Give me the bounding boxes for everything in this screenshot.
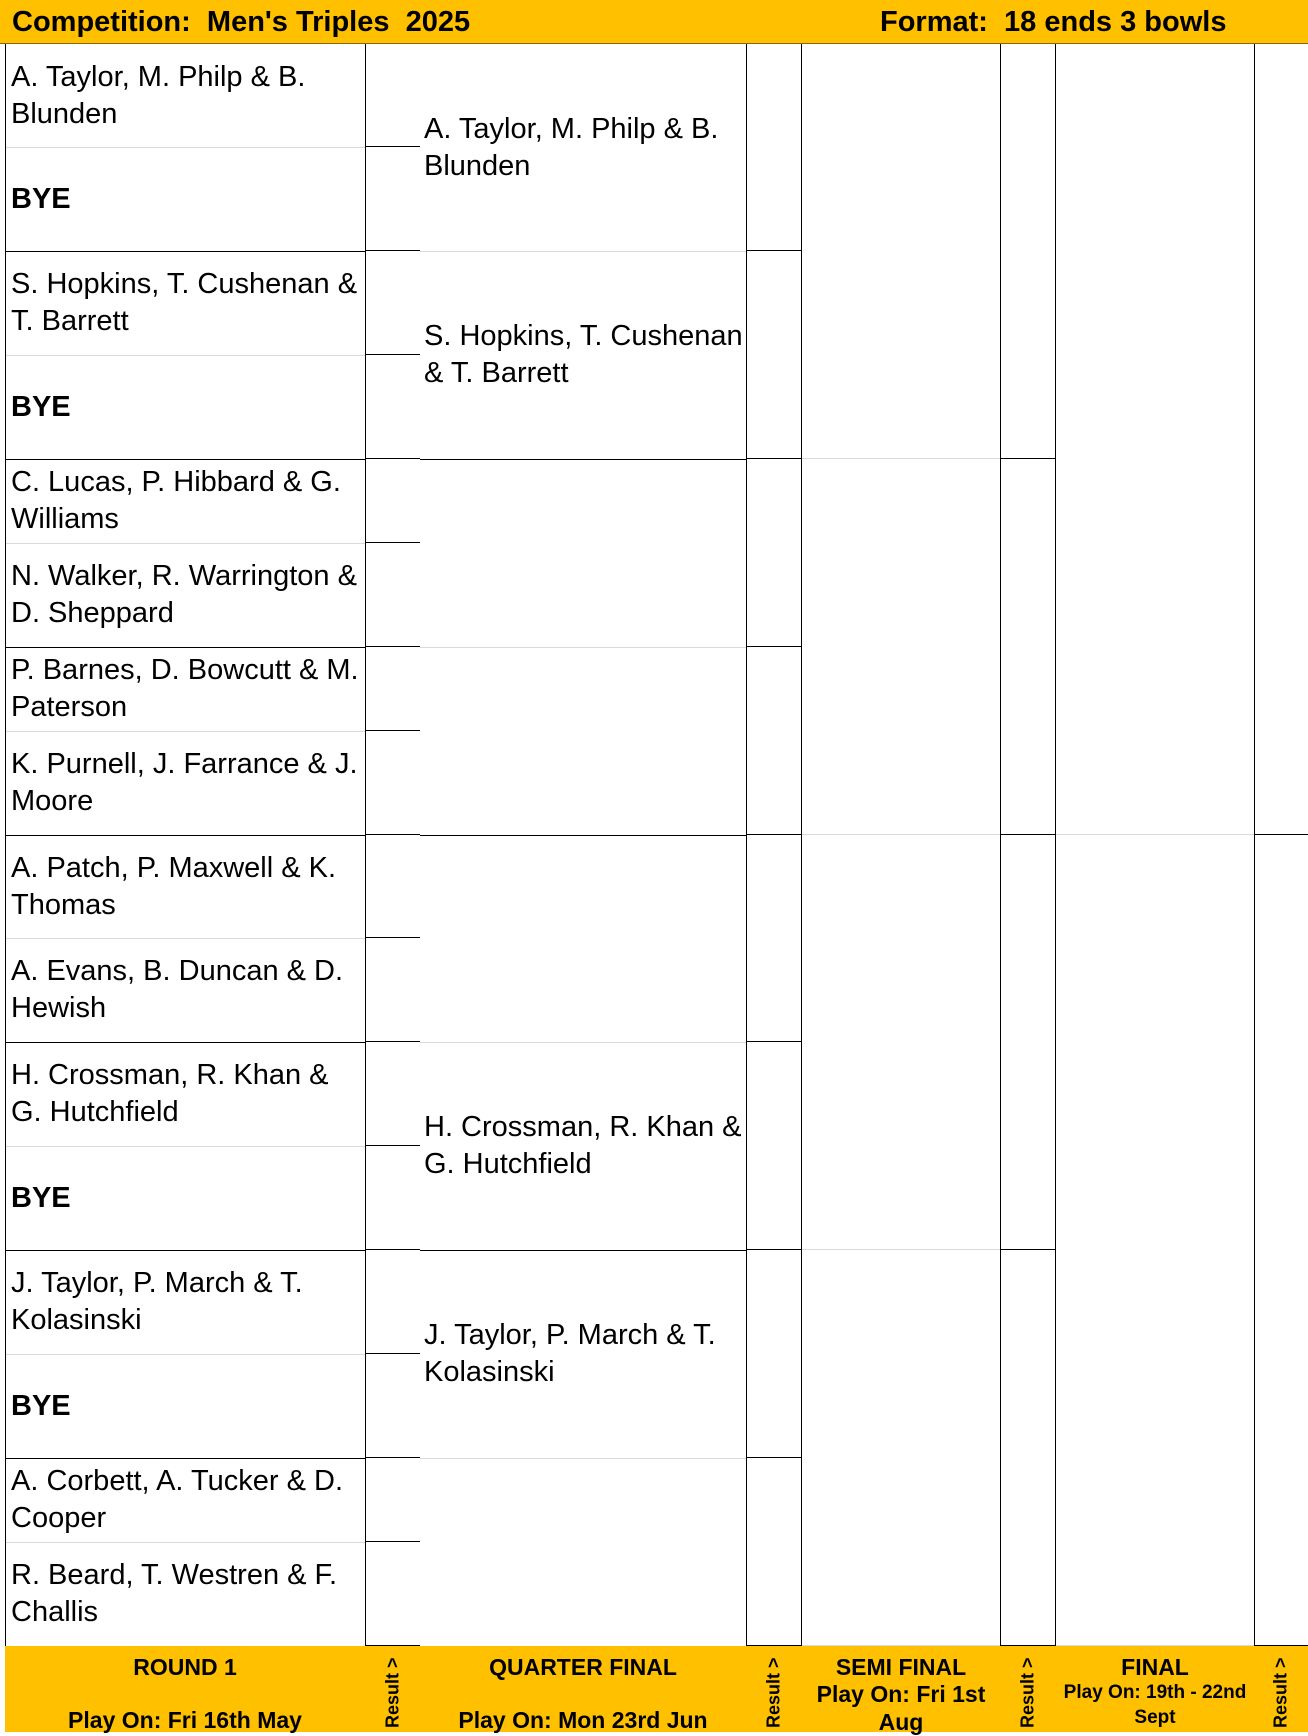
result-label: Result > — [763, 1657, 784, 1728]
result-box[interactable] — [746, 251, 802, 459]
format-label: Format: 18 ends 3 bowls — [880, 6, 1227, 38]
round1-title: ROUND 1 — [133, 1654, 237, 1680]
bye-cell: BYE — [11, 390, 71, 423]
row-divider — [5, 647, 365, 648]
team-cell: A. Evans, B. Duncan & D. Hewish — [11, 955, 344, 1024]
qf-team-cell: A. Taylor, M. Philp & B. Blunden — [424, 112, 719, 182]
qf-team-cell: S. Hopkins, T. Cushenan & T. Barrett — [424, 320, 743, 389]
qf-team-cell — [420, 459, 746, 647]
result-box[interactable] — [1000, 835, 1056, 1250]
row-divider — [5, 1250, 365, 1251]
final-result-header — [1254, 1646, 1308, 1732]
result-label: Result > — [1270, 1657, 1291, 1728]
sf-team-cell — [802, 835, 1000, 1250]
team-cell: A. Patch, P. Maxwell & K. Thomas — [11, 851, 337, 921]
team-cell: J. Taylor, P. March & T. Kolasinski — [11, 1267, 303, 1336]
competition-title: Competition: Men's Triples 2025 — [12, 6, 471, 38]
qf-footer — [420, 1646, 746, 1732]
row-divider — [5, 938, 365, 939]
qf-team-cell — [420, 647, 746, 835]
row-divider — [420, 835, 746, 836]
qf-team-cell: J. Taylor, P. March & T. Kolasinski — [424, 1319, 716, 1388]
qf-team-cell: H. Crossman, R. Khan & G. Hutchfield — [424, 1111, 742, 1180]
row-divider — [5, 543, 365, 544]
result-box[interactable] — [365, 731, 420, 835]
round1-footer — [5, 1646, 365, 1732]
result-box[interactable] — [365, 938, 420, 1042]
result-box[interactable] — [365, 44, 420, 147]
row-divider — [420, 1250, 746, 1251]
row-divider — [5, 147, 365, 148]
round1-play-date: Play On: Fri 16th May — [68, 1707, 302, 1733]
team-cell: P. Barnes, D. Bowcutt & M. Paterson — [11, 654, 359, 723]
qf-team-cell — [420, 1458, 746, 1646]
result-box[interactable] — [746, 647, 802, 835]
final-footer — [1056, 1646, 1254, 1732]
qf-result-header — [746, 1646, 802, 1732]
sf-team-cell — [802, 459, 1000, 835]
bye-cell: BYE — [11, 1181, 71, 1214]
result-box[interactable] — [746, 459, 802, 647]
result-box[interactable] — [365, 1250, 420, 1354]
result-box[interactable] — [1000, 459, 1056, 835]
bye-cell: BYE — [11, 1389, 71, 1422]
result-box[interactable] — [1000, 1250, 1056, 1646]
row-divider — [5, 251, 365, 252]
team-cell: A. Taylor, M. Philp & B. Blunden — [11, 60, 306, 130]
final-team-cell — [1056, 835, 1254, 1646]
sf-play-date: Play On: Fri 1st Aug — [816, 1681, 986, 1735]
team-cell: K. Purnell, J. Farrance & J. Moore — [11, 748, 358, 817]
grid-border — [5, 44, 6, 1646]
qf-play-date: Play On: Mon 23rd Jun — [458, 1707, 708, 1733]
row-divider — [420, 251, 746, 252]
result-box[interactable] — [365, 1458, 420, 1542]
row-divider — [5, 835, 365, 836]
final-title: FINAL — [1121, 1654, 1189, 1680]
sf-footer — [802, 1646, 1000, 1735]
team-cell: S. Hopkins, T. Cushenan & T. Barrett — [11, 268, 358, 337]
qf-title: QUARTER FINAL — [489, 1654, 677, 1680]
team-cell: C. Lucas, P. Hibbard & G. Williams — [11, 466, 341, 535]
result-box[interactable] — [365, 1354, 420, 1458]
result-box[interactable] — [746, 1250, 802, 1458]
result-box[interactable] — [1000, 44, 1056, 459]
row-divider — [5, 731, 365, 732]
round1-result-header — [365, 1646, 420, 1732]
result-box[interactable] — [365, 355, 420, 459]
sf-result-header — [1000, 1646, 1056, 1732]
result-box[interactable] — [365, 1042, 420, 1146]
final-team-cell — [1056, 44, 1254, 835]
result-box[interactable] — [746, 1042, 802, 1250]
result-box[interactable] — [365, 147, 420, 251]
row-divider — [420, 1042, 746, 1043]
result-label: Result > — [1017, 1657, 1038, 1728]
team-cell: H. Crossman, R. Khan & G. Hutchfield — [11, 1059, 329, 1128]
sf-team-cell — [802, 44, 1000, 459]
final-play-date: Play On: 19th - 22nd Sept — [1063, 1682, 1247, 1728]
team-cell: R. Beard, T. Westren & F. Challis — [11, 1559, 338, 1628]
row-divider — [420, 1458, 746, 1459]
result-box[interactable] — [365, 459, 420, 543]
row-divider — [5, 1458, 365, 1459]
result-box[interactable] — [1254, 835, 1308, 1646]
result-box[interactable] — [1254, 44, 1308, 835]
result-box[interactable] — [365, 1146, 420, 1250]
result-box[interactable] — [746, 835, 802, 1042]
bye-cell: BYE — [11, 182, 71, 215]
result-box[interactable] — [365, 835, 420, 938]
team-cell: A. Corbett, A. Tucker & D. Cooper — [11, 1465, 344, 1534]
result-box[interactable] — [365, 543, 420, 647]
result-box[interactable] — [746, 1458, 802, 1646]
qf-team-cell — [420, 835, 746, 1042]
header-bar — [0, 0, 1308, 44]
row-divider — [5, 1354, 365, 1355]
result-box[interactable] — [365, 1542, 420, 1646]
row-divider — [420, 647, 746, 648]
row-divider — [5, 459, 365, 460]
team-cell: N. Walker, R. Warrington & D. Sheppard — [11, 560, 357, 629]
result-box[interactable] — [746, 44, 802, 251]
sf-title: SEMI FINAL — [835, 1654, 967, 1680]
row-divider — [5, 1042, 365, 1043]
result-label: Result > — [382, 1657, 402, 1728]
result-box[interactable] — [365, 647, 420, 731]
row-divider — [420, 459, 746, 460]
row-divider — [5, 1146, 365, 1147]
result-box[interactable] — [365, 251, 420, 355]
row-divider — [5, 1542, 365, 1543]
sf-team-cell — [802, 1250, 1000, 1646]
row-divider — [5, 355, 365, 356]
